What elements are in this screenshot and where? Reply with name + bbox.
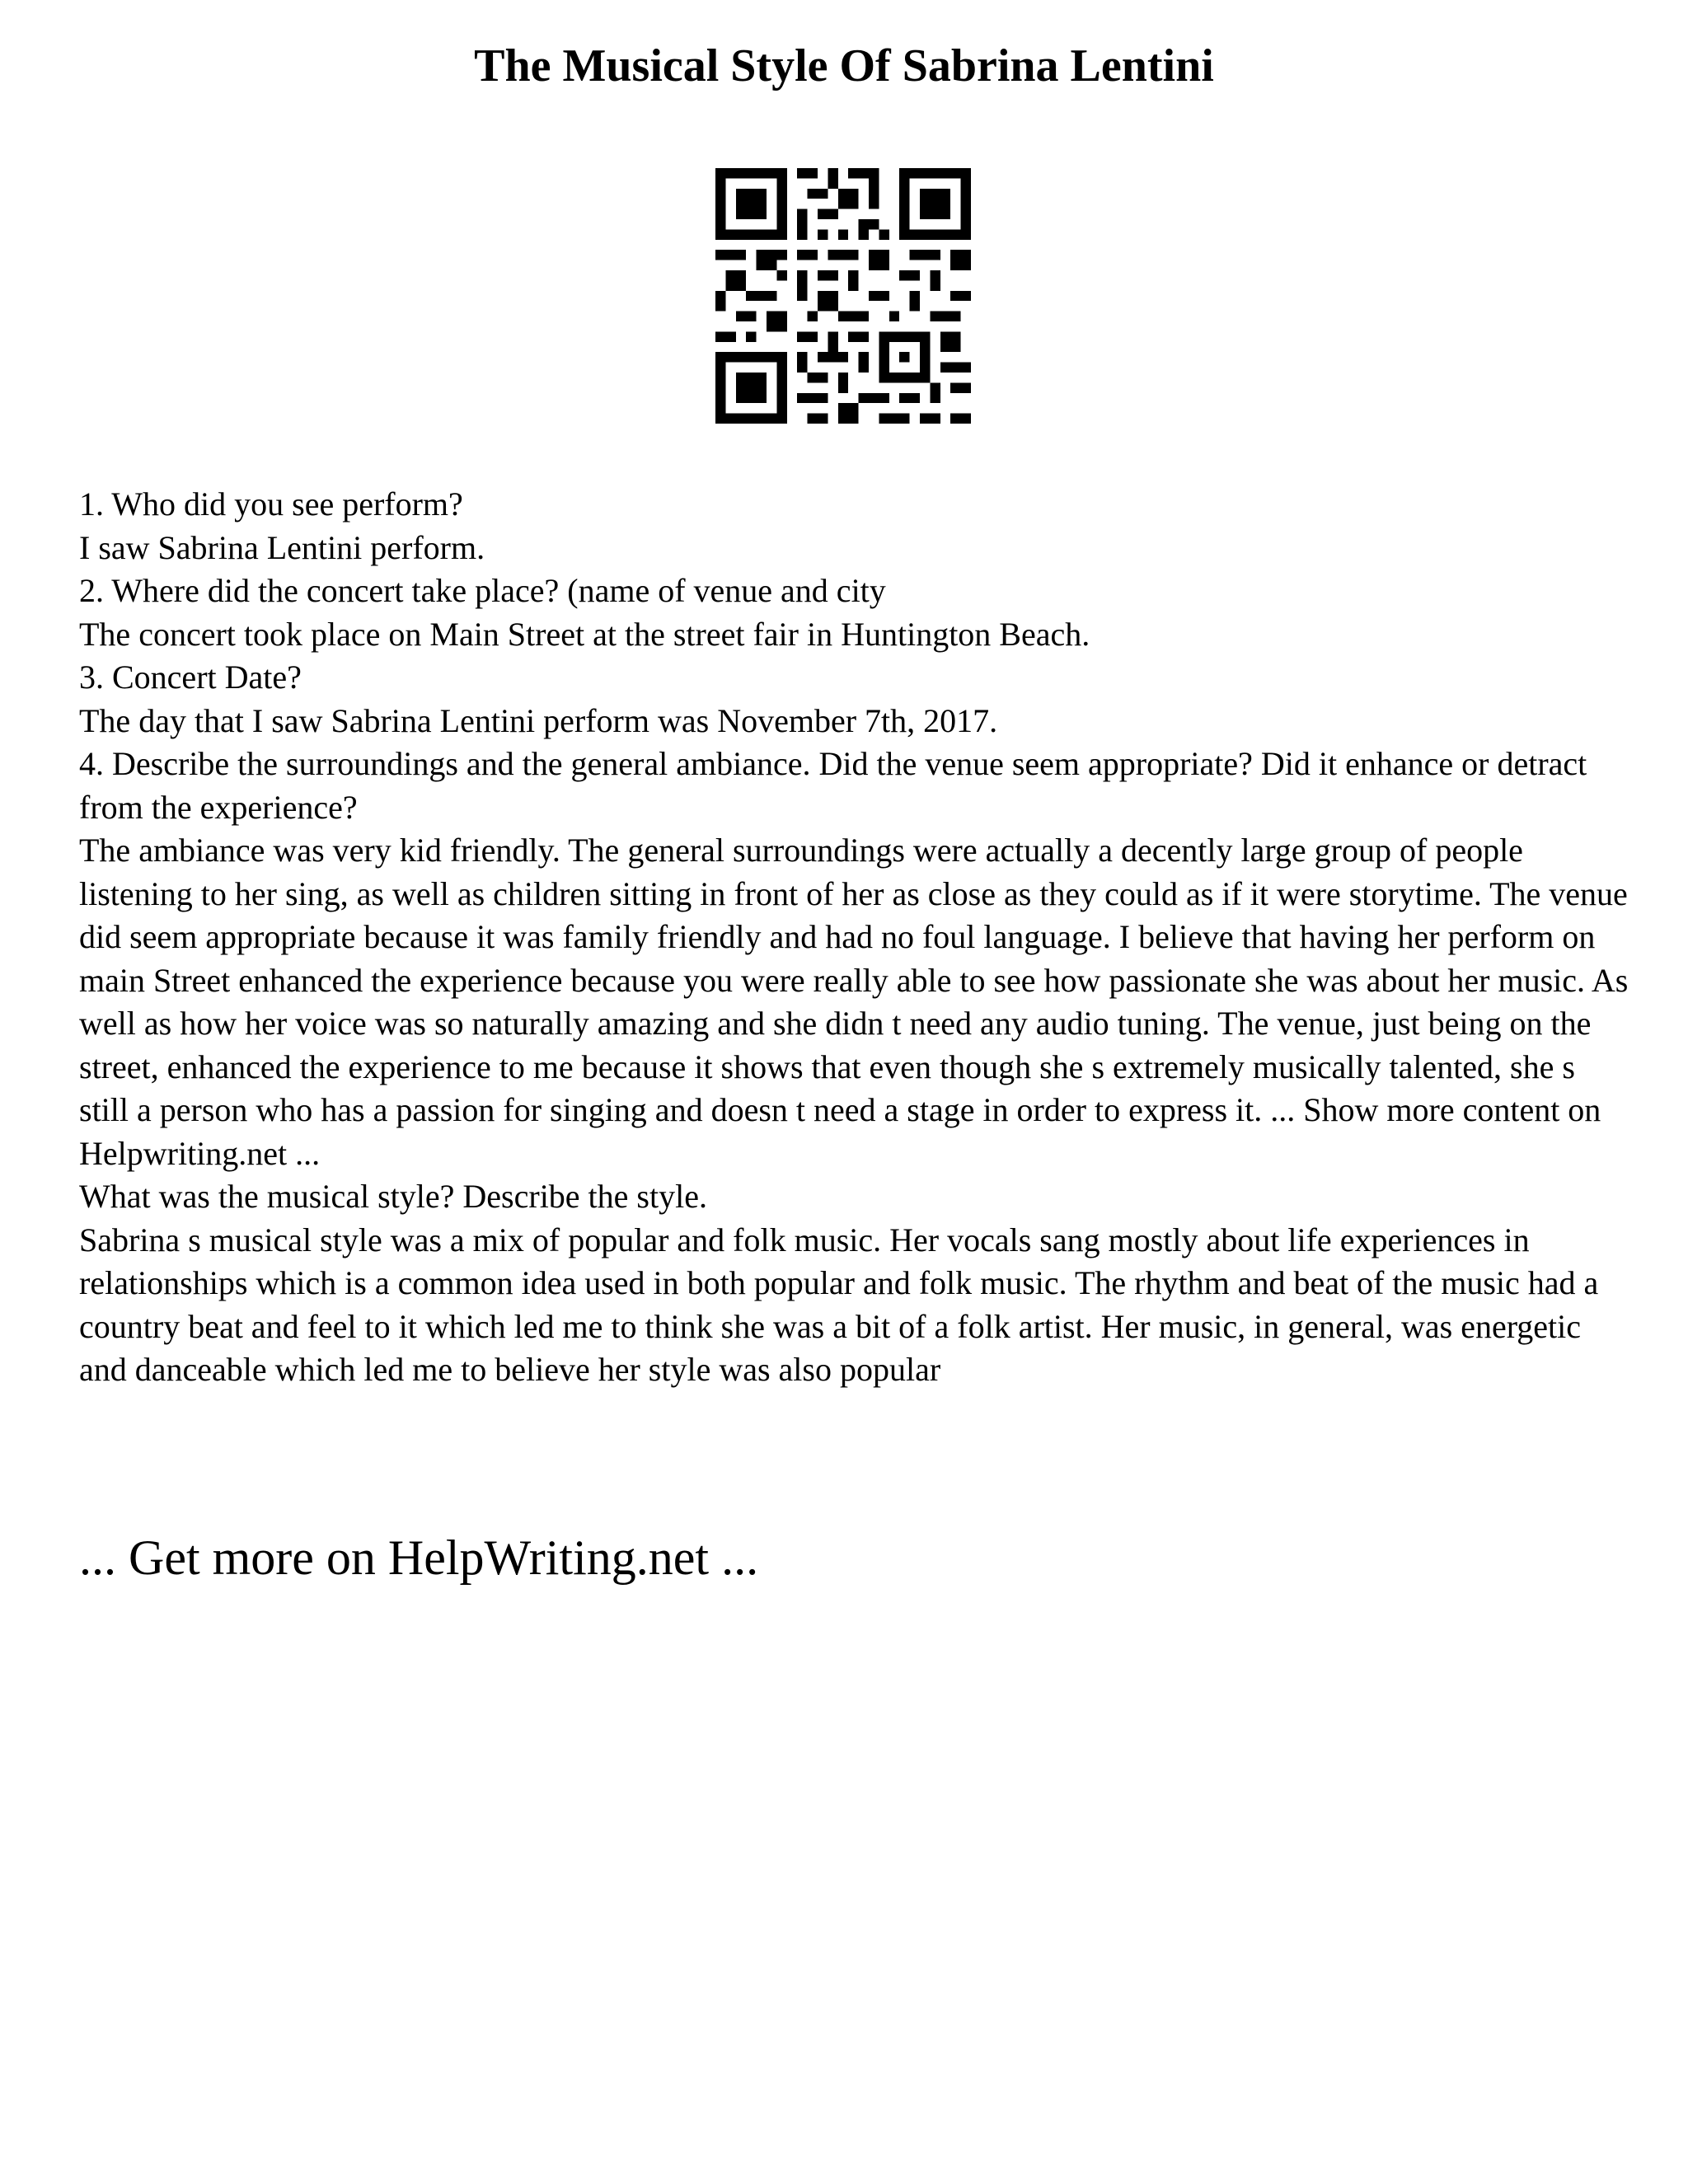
page-title: The Musical Style Of Sabrina Lentini bbox=[474, 40, 1214, 91]
answer-2: The concert took place on Main Street at the street fair in Huntington Beach. bbox=[79, 615, 1090, 653]
qr-code-icon bbox=[715, 168, 971, 424]
answer-3: The day that I saw Sabrina Lentini perform was November 7th, 2017. bbox=[79, 701, 998, 739]
get-more-link[interactable]: ... Get more on HelpWriting.net ... bbox=[79, 1530, 759, 1585]
question-1: 1. Who did you see perform? bbox=[79, 485, 463, 523]
answer-1: I saw Sabrina Lentini perform. bbox=[79, 528, 485, 566]
question-3: 3. Concert Date? bbox=[79, 658, 302, 696]
question-5: What was the musical style? Describe the style. bbox=[79, 1178, 707, 1215]
question-2: 2. Where did the concert take place? (name of venue and city bbox=[79, 572, 886, 609]
answer-4: The ambiance was very kid friendly. The general surroundings were actually a decently large group of people listening to her sing, as well as children sitting in front of her as close as they could as if it were storytime. The venue did seem appropriate because it was family friendly and had no foul language. I believe that having her perform on main Street enhanced the experience because you were really able to see how passionate she was about her music. As well as how her voice was so naturally amazing and she didn t need any audio tuning. The venue, just being on the street, enhanced the experience to me because it shows that even though she s extremely musically talented, she s still a person who has a passion for singing and doesn t need a stage in order to express it. ... Show more content on Helpwriting.net ... bbox=[79, 832, 1629, 1172]
document-body bbox=[79, 483, 1629, 1392]
answer-5: Sabrina s musical style was a mix of popular and folk music. Her vocals sang mostly about life experiences in relationships which is a common idea used in both popular and folk music. The rhythm and beat of the music had a country beat and feel to it which led me to think she was a bit of a folk artist. Her music, in general, was energetic and danceable which led me to believe her style was also popular bbox=[79, 1221, 1599, 1388]
question-4: 4. Describe the surroundings and the general ambiance. Did the venue seem appropriate? Did it enhance or detract from the experience? bbox=[79, 745, 1587, 826]
